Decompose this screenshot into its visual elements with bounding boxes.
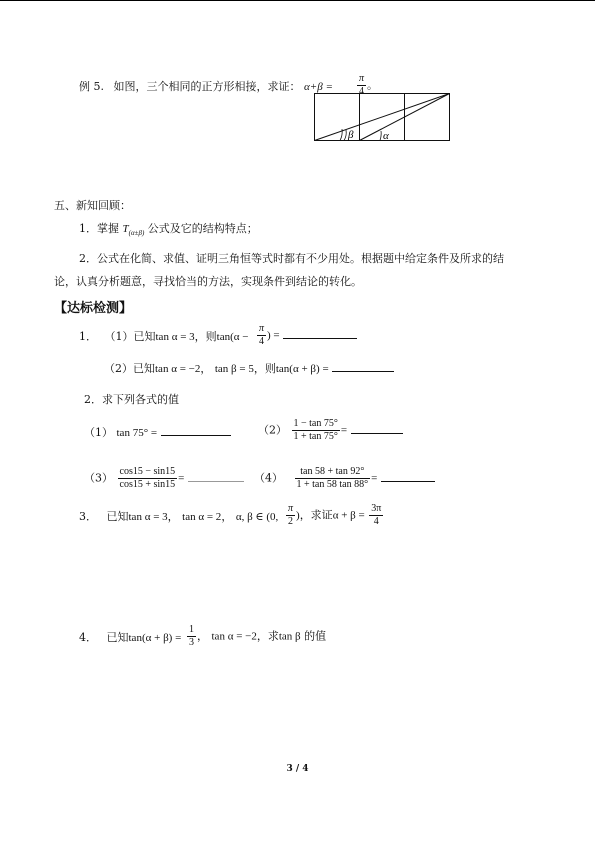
q1-part1: 1． （1）已知tan α = 3，则tan(α − [79, 330, 249, 343]
q2-part1-answer-blank[interactable] [161, 425, 231, 436]
q1-part1-answer-blank[interactable] [283, 328, 357, 339]
example5-end: 。 [367, 78, 379, 92]
alpha-arc [380, 131, 381, 141]
q3-interval-fraction: $\frac{\pi}{2}$ [288, 503, 294, 527]
q2-part3-fraction: $\frac{\cos 15 - \sin 15}{\cos 15 + \sin 15}$ [119, 466, 176, 490]
q2-part4-fraction: $\frac{\tan 58 + \tan 92^\circ}{1 + \tan 58 \tan 88^\circ}$ [296, 466, 369, 490]
q4: 4． 已知tan(α + β) = [79, 631, 182, 644]
q2-part3-answer-blank[interactable] [188, 471, 244, 482]
q2-part3: （3） $\frac{\cos 15 - \sin 15}{\cos 15 + \sin 15}$ = [84, 466, 244, 491]
q3-continued: $\frac{\pi}{2}$ )，求证α + β = $\frac{3\pi}{4}$ [288, 503, 382, 527]
example5-lhs: α+β [304, 81, 323, 93]
example5-frac-den: 4 [359, 86, 364, 97]
example5-text: 如图，三个相同的正方形相接，求证： [113, 80, 301, 93]
review-item-2-line1: 2．公式在化简、求值、证明三角恒等式时都有不少用处。根据题中给定条件及所求的结 [79, 252, 504, 265]
example5-label: 例 5. [79, 80, 104, 93]
q2-part4: （4） $\frac{\tan 58 + \tan 92^\circ}{1 + \tan 58 \tan 88^\circ}$ = [254, 466, 435, 491]
review-item-2-line2: 论，认真分析题意，寻找恰当的方法，实现条件到结论的转化。 [54, 275, 362, 288]
t-subscript: (α±β) [128, 229, 145, 238]
q1-part2: （2）已知tan α = −2， tan β = 5，则tan(α + β) = [104, 361, 394, 376]
q4-fraction: $\frac{1}{3}$ [189, 624, 194, 648]
q2-part4-answer-blank[interactable] [381, 471, 435, 482]
diagonal-line-1 [315, 94, 450, 141]
three-squares-figure [314, 93, 452, 143]
page-number: 3 / 4 [286, 764, 309, 774]
review-item-1: 1．掌握 $T_{(\alpha\pm\beta)}$ 公式及它的结构特点； [79, 222, 258, 238]
beta-arc [344, 130, 346, 141]
beta-label: β [348, 129, 354, 141]
q2-part2-fraction: $\frac{1 - \tan 75^\circ}{1 + \tan 75^\circ}$ [293, 418, 338, 442]
test-heading: 【达标检测】 [54, 301, 133, 316]
q2-title: 2．求下列各式的值 [84, 393, 179, 406]
q1-part1-fraction: $\frac{\pi}{4}$ ) = [256, 323, 357, 348]
example5-equals: = [326, 81, 333, 93]
q3-goal-fraction: $\frac{3\pi}{4}$ [371, 503, 382, 527]
t-symbol: T [122, 223, 129, 235]
example5-frac-num: π [359, 73, 365, 84]
example5-line [79, 80, 332, 94]
alpha-label: α [383, 130, 389, 142]
q2-part2: （2） $\frac{1 - \tan 75^\circ}{1 + \tan 75^\circ}$ = [258, 418, 403, 443]
top-rule [0, 0, 595, 1]
q3: 3． 已知tan α = 3， tan α = 2， α, β ∈ (0, [79, 510, 279, 523]
q1-part2-answer-blank[interactable] [332, 361, 394, 372]
q2-part1: （1） tan 75° = [84, 425, 231, 440]
q4-continued: $\frac{1}{3}$ ， tan α = −2，求tan β 的值 [189, 624, 327, 648]
review-heading: 五、新知回顾： [54, 199, 131, 212]
q2-part2-answer-blank[interactable] [351, 423, 403, 434]
